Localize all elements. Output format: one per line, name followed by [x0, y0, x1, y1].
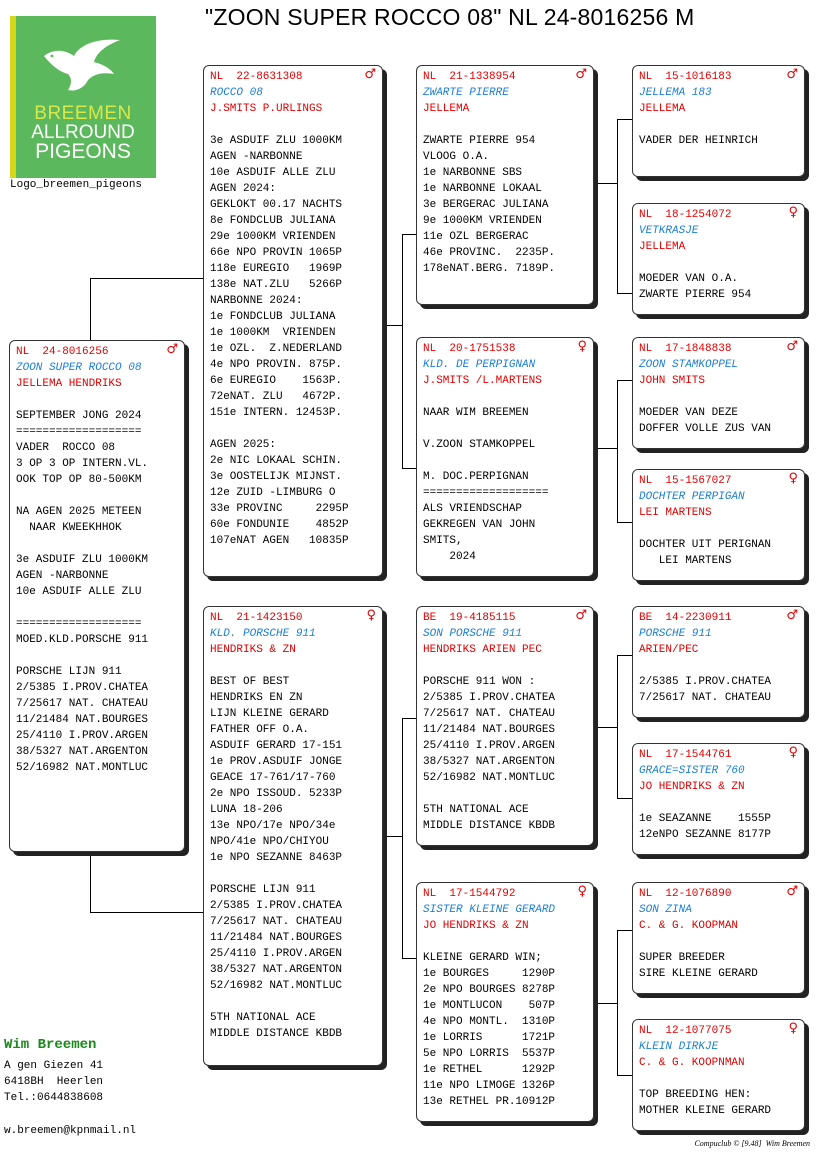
connector	[402, 718, 403, 958]
ring-number: NL 12-1077075	[639, 1025, 732, 1037]
pigeon-notes: ZWARTE PIERRE 954 VLOOG O.A. 1e NARBONNE SBS 1e NARBONNE LOKAAL 3e BERGERAC JULIANA 9e 1000KM VRIENDEN 11e OZL BERGERAC 46e PROVINC. 2235P. 178eNAT.BERG. 7189P.	[423, 135, 556, 275]
breemen-logo	[10, 16, 156, 178]
logo-edge	[10, 16, 16, 178]
female-icon: ♀	[788, 745, 798, 760]
connector	[617, 380, 618, 522]
pedigree-card-sire	[203, 65, 383, 577]
connector	[90, 852, 91, 912]
female-icon: ♀	[577, 884, 587, 899]
breeder-phone: Tel.:0644838608	[4, 1092, 104, 1104]
owner-name: JELLEMA	[639, 103, 686, 115]
connector	[594, 448, 618, 449]
owner-name: JO HENDRIKS & ZN	[423, 920, 529, 932]
logo-text-pigeons: PIGEONS	[35, 140, 131, 163]
connector	[617, 930, 632, 931]
pigeon-icon	[40, 34, 130, 94]
pedigree-card-dd-dam	[632, 1019, 805, 1131]
connector	[90, 278, 91, 340]
pedigree-card-ss-dam	[632, 203, 805, 315]
breeder-email: w.breemen@kpnmail.nl	[4, 1125, 137, 1137]
pigeon-notes: SEPTEMBER JONG 2024 =================== VADER ROCCO 08 3 OP 3 OP INTERN.VL. OOK TOP OP 80-500KM NA AGEN 2025 METEEN NAAR KWEEKHHOK 3e ASDUIF ZLU 1000KM AGEN -NARBONNE 10e ASDUIF ALLE ZLU =================== MOED.KLD.PORSCHE 911 PORSCHE LIJN 911 2/5385 I.PROV.CHATEA 7/25617 NAT. CHATEAU 11/21484 NAT.BOURGES 25/4110 I.PROV.ARGEN 38/5327 NAT.ARGENTON 52/16982 NAT.MONTLUC	[16, 410, 149, 774]
logo-caption: Logo_breemen_pigeons	[10, 179, 143, 191]
connector	[617, 655, 632, 656]
logo-text-allround: ALLROUND	[31, 122, 135, 143]
connector	[402, 468, 416, 469]
pigeon-name: KLD. PORSCHE 911	[210, 628, 316, 640]
connector	[617, 1075, 632, 1076]
pigeon-name: SON ZINA	[639, 904, 692, 916]
pigeon-name: ZOON STAMKOPPEL	[639, 359, 739, 371]
owner-name: JOHN SMITS	[639, 375, 706, 387]
logo-text-breemen: BREEMEN	[34, 103, 132, 124]
breeder-name: Wim Breemen	[4, 1037, 97, 1053]
pigeon-name: ZOON SUPER ROCCO 08	[16, 362, 142, 374]
ring-number: NL 21-1338954	[423, 71, 516, 83]
pigeon-name: VETKRASJE	[639, 225, 699, 237]
connector	[90, 912, 204, 913]
owner-name: J.SMITS /L.MARTENS	[423, 375, 542, 387]
pedigree-card-sd-sire	[632, 337, 805, 449]
connector	[383, 325, 403, 326]
owner-name: JELLEMA HENDRIKS	[16, 378, 122, 390]
male-icon: ♂	[786, 339, 798, 354]
male-icon: ♂	[786, 67, 798, 82]
pigeon-notes: MOEDER VAN O.A. ZWARTE PIERRE 954	[639, 273, 752, 301]
pigeon-notes: PORSCHE 911 WON : 2/5385 I.PROV.CHATEA 7/25617 NAT. CHATEAU 11/21484 NAT.BOURGES 25/4110 I.PROV.ARGEN 38/5327 NAT.ARGENTON 52/16982 NAT.MONTLUC 5TH NATIONAL ACE MIDDLE DISTANCE KBDB	[423, 676, 556, 832]
pigeon-name: GRACE=SISTER 760	[639, 765, 745, 777]
female-icon: ♀	[788, 471, 798, 486]
connector	[594, 1003, 618, 1004]
female-icon: ♀	[366, 608, 376, 623]
ring-number: NL 18-1254072	[639, 209, 732, 221]
connector	[617, 522, 632, 523]
female-icon: ♀	[577, 339, 587, 354]
male-icon: ♂	[786, 608, 798, 623]
pedigree-card-dd-sire	[632, 882, 805, 994]
connector	[594, 727, 618, 728]
pedigree-card-sd-dam	[632, 469, 805, 581]
male-icon: ♂	[575, 67, 587, 82]
pedigree-card-dam-sire	[416, 606, 594, 846]
owner-name: HENDRIKS ARIEN PEC	[423, 644, 542, 656]
pigeon-notes: SUPER BREEDER SIRE KLEINE GERARD	[639, 952, 758, 980]
connector	[90, 278, 204, 279]
breeder-address-line1: A gen Giezen 41	[4, 1060, 104, 1072]
connector	[617, 119, 632, 120]
owner-name: HENDRIKS & ZN	[210, 644, 296, 656]
ring-number: NL 21-1423150	[210, 612, 303, 624]
male-icon: ♂	[364, 67, 376, 82]
pedigree-card-sire-sire	[416, 65, 594, 305]
male-icon: ♂	[786, 884, 798, 899]
owner-name: JELLEMA	[423, 103, 470, 115]
ring-number: BE 19-4185115	[423, 612, 516, 624]
owner-name: JELLEMA	[639, 241, 686, 253]
pedigree-card-ss-sire	[632, 65, 805, 177]
pigeon-notes: NAAR WIM BREEMEN V.ZOON STAMKOPPEL M. DOC.PERPIGNAN =================== ALS VRIENDSCHAP GEKREGEN VAN JOHN SMITS, 2024	[423, 407, 549, 563]
connector	[617, 798, 632, 799]
pedigree-card-ds-sire	[632, 606, 805, 718]
pigeon-name: JELLEMA 183	[639, 87, 712, 99]
owner-name: C. & G. KOOPMAN	[639, 920, 739, 932]
ring-number: NL 17-1544792	[423, 888, 516, 900]
connector	[402, 718, 416, 719]
pedigree-card-ds-dam	[632, 743, 805, 855]
ring-number: NL 12-1076890	[639, 888, 732, 900]
pigeon-name: SISTER KLEINE GERARD	[423, 904, 556, 916]
pigeon-notes: KLEINE GERARD WIN; 1e BOURGES 1290P 2e NPO BOURGES 8278P 1e MONTLUCON 507P 4e NPO MONTL. 1310P 1e LORRIS 1721P 5e NPO LORRIS 5537P 1e RETHEL 1292P 11e NPO LIMOGE 1326P 13e RETHEL PR.10912P	[423, 952, 556, 1108]
ring-number: BE 14-2230911	[639, 612, 732, 624]
pedigree-card-dam-dam	[416, 882, 594, 1122]
female-icon: ♀	[788, 205, 798, 220]
ring-number: NL 17-1848838	[639, 343, 732, 355]
pigeon-notes: 2/5385 I.PROV.CHATEA 7/25617 NAT. CHATEAU	[639, 676, 772, 704]
connector	[402, 234, 416, 235]
owner-name: LEI MARTENS	[639, 507, 712, 519]
pigeon-notes: 3e ASDUIF ZLU 1000KM AGEN -NARBONNE 10e ASDUIF ALLE ZLU AGEN 2024: GEKLOKT 00.17 NACHTS 8e FONDCLUB JULIANA 29e 1000KM VRIENDEN 66e NPO PROVIN 1065P 118e EUREGIO 1969P 138e NAT.ZLU 5266P NARBONNE 2024: 1e FONDCLUB JULIANA 1e 1000KM VRIENDEN 1e OZL. Z.NEDERLAND 4e NPO PROVIN. 875P. 6e EUREGIO 1563P. 72eNAT. ZLU 4672P. 151e INTERN. 12453P. AGEN 2025: 2e NIC LOKAAL SCHIN. 3e OOSTELIJK MIJNST. 12e ZUID -LIMBURG O 33e PROVINC 2295P 60e FONDUNIE 4852P 107eNAT AGEN 10835P	[210, 135, 349, 547]
pedigree-title: "ZOON SUPER ROCCO 08" NL 24-8016256 M	[205, 4, 695, 30]
male-icon: ♂	[166, 342, 178, 357]
ring-number: NL 24-8016256	[16, 346, 109, 358]
pigeon-notes: TOP BREEDING HEN: MOTHER KLEINE GERARD	[639, 1089, 772, 1117]
female-icon: ♀	[788, 1021, 798, 1036]
breeder-address-line2: 6418BH Heerlen	[4, 1076, 104, 1088]
pigeon-name: DOCHTER PERPIGAN	[639, 491, 745, 503]
pigeon-notes: BEST OF BEST HENDRIKS EN ZN LIJN KLEINE GERARD FATHER OFF O.A. ASDUIF GERARD 17-151 1e PROV.ASDUIF JONGE GEACE 17-761/17-760 2e NPO ISSOUD. 5233P LUNA 18-206 13e NPO/17e NPO/34e NPO/41e NPO/CHIYOU 1e NPO SEZANNE 8463P PORSCHE LIJN 911 2/5385 I.PROV.CHATEA 7/25617 NAT. CHATEAU 11/21484 NAT.BOURGES 25/4110 I.PROV.ARGEN 38/5327 NAT.ARGENTON 52/16982 NAT.MONTLUC 5TH NATIONAL ACE MIDDLE DISTANCE KBDB	[210, 676, 343, 1040]
pigeon-name: SON PORSCHE 911	[423, 628, 523, 640]
pigeon-notes: VADER DER HEINRICH	[639, 135, 758, 147]
pigeon-notes: MOEDER VAN DEZE DOFFER VOLLE ZUS VAN	[639, 407, 772, 435]
owner-name: JO HENDRIKS & ZN	[639, 781, 745, 793]
pigeon-name: KLEIN DIRKJE	[639, 1041, 719, 1053]
pedigree-card-subject	[9, 340, 185, 852]
connector	[617, 380, 632, 381]
pigeon-name: ROCCO 08	[210, 87, 263, 99]
pedigree-card-sire-dam	[416, 337, 594, 577]
connector	[402, 234, 403, 468]
connector	[594, 183, 618, 184]
owner-name: C. & G. KOOPNMAN	[639, 1057, 745, 1069]
pedigree-card-dam	[203, 606, 383, 1066]
connector	[402, 958, 416, 959]
ring-number: NL 15-1567027	[639, 475, 732, 487]
owner-name: J.SMITS P.URLINGS	[210, 103, 323, 115]
ring-number: NL 17-1544761	[639, 749, 732, 761]
pigeon-name: PORSCHE 911	[639, 628, 712, 640]
connector	[383, 836, 403, 837]
ring-number: NL 15-1016183	[639, 71, 732, 83]
ring-number: NL 22-8631308	[210, 71, 303, 83]
software-credit: Compuclub © [9.48] Wim Breemen	[694, 1139, 810, 1148]
owner-name: ARIEN/PEC	[639, 644, 699, 656]
pigeon-notes: 1e SEAZANNE 1555P 12eNPO SEZANNE 8177P	[639, 813, 772, 841]
male-icon: ♂	[575, 608, 587, 623]
ring-number: NL 20-1751538	[423, 343, 516, 355]
pigeon-name: ZWARTE PIERRE	[423, 87, 509, 99]
pigeon-name: KLD. DE PERPIGNAN	[423, 359, 536, 371]
pigeon-notes: DOCHTER UIT PERIGNAN LEI MARTENS	[639, 539, 772, 567]
connector	[617, 293, 632, 294]
connector	[617, 119, 618, 293]
